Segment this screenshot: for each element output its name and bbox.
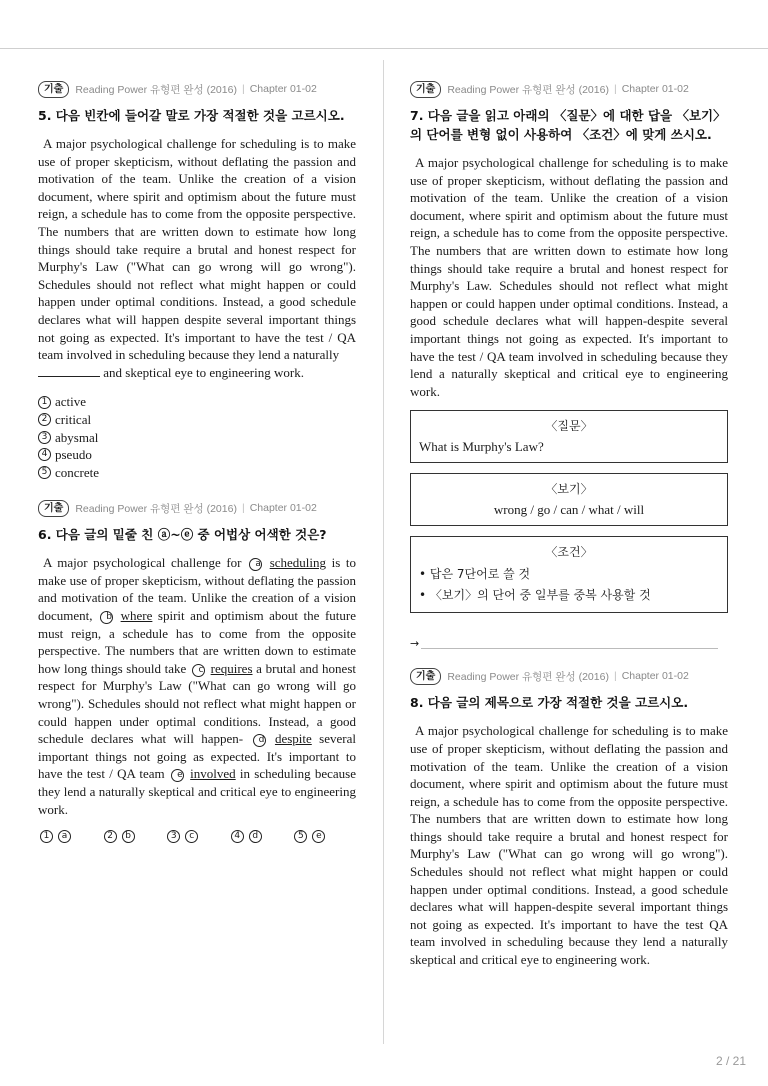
option-mark: b <box>122 830 135 843</box>
source-badge: 기출 <box>410 81 441 98</box>
bullet: • <box>419 588 427 603</box>
option-text: concrete <box>55 464 100 480</box>
question-7 <box>410 80 728 649</box>
source-line <box>38 80 356 98</box>
question-title: 5. 다음 빈칸에 들어갈 말로 가장 적절한 것을 고르시오. <box>38 108 345 123</box>
option-number: 3 <box>38 431 51 444</box>
answer-blank <box>38 364 100 377</box>
source-badge: 기출 <box>38 500 69 517</box>
question-5 <box>38 80 356 481</box>
underlined-word-d: despite <box>274 731 312 747</box>
option-number: 1 <box>40 830 53 843</box>
question-box <box>410 410 728 463</box>
source-book: Reading Power 유형편 완성 (2016) <box>447 83 609 96</box>
option-number: 5 <box>294 830 307 843</box>
option-number: 1 <box>38 396 51 409</box>
source-chapter: Chapter 01-02 <box>621 83 689 95</box>
option-mark: e <box>312 830 325 843</box>
source-separator: | <box>613 83 617 95</box>
source-book: Reading Power 유형편 완성 (2016) <box>75 83 237 96</box>
underlined-word-b: where <box>120 608 153 624</box>
passage <box>38 135 356 381</box>
option-text: active <box>55 394 87 410</box>
bogi-box <box>410 473 728 526</box>
question-box-text: What is Murphy's Law? <box>419 439 544 455</box>
source-book: Reading Power 유형편 완성 (2016) <box>75 502 237 515</box>
option-text: critical <box>55 411 92 427</box>
option-number: 4 <box>231 830 244 843</box>
underlined-word-e: involved <box>190 766 236 782</box>
source-badge: 기출 <box>410 668 441 685</box>
option-3[interactable] <box>165 830 229 843</box>
condition-item-2 <box>419 585 719 606</box>
question-title: 8. 다음 글의 제목으로 가장 적절한 것을 고르시오. <box>410 695 689 711</box>
question-title: 6. 다음 글의 밑줄 친 ⓐ~ⓔ 중 어법상 어색한 것은? <box>38 527 327 543</box>
source-separator: | <box>241 502 245 515</box>
option-1[interactable] <box>38 830 102 843</box>
passage-segment: spirit and optimism about the future must reign, a schedule has to come from the opposite perspective. The numbers that are written down to estimate how long things should take <box>38 608 357 676</box>
column-divider <box>383 60 384 1044</box>
option-mark: d <box>249 830 262 843</box>
source-line <box>38 499 356 517</box>
passage-segment: in scheduling because they lend a naturally skeptical and critical eye to engineering work. <box>38 766 356 817</box>
passage-segment: is to make use of proper skepticism, without deflating the passion and motivation of the team. Unlike the creation of a vision document, <box>38 555 356 624</box>
marker-e: e <box>171 769 184 782</box>
bullet: • <box>419 567 427 582</box>
condition-box <box>410 536 728 613</box>
option-3[interactable] <box>38 429 356 447</box>
option-text: pseudo <box>55 447 92 463</box>
condition-box-title: 〈조건〉 <box>545 545 593 560</box>
option-number: 2 <box>104 830 117 843</box>
passage-segment: several important things not going as expected. It's important to have the test / QA team <box>38 731 356 782</box>
source-badge: 기출 <box>38 81 69 98</box>
source-chapter: Chapter 01-02 <box>621 670 689 683</box>
condition-text: 답은 7단어로 쓸 것 <box>429 567 531 582</box>
option-mark: c <box>185 830 198 843</box>
bogi-box-words: wrong / go / can / what / will <box>493 502 645 518</box>
answer-options <box>38 393 356 481</box>
marker-b: b <box>100 611 113 624</box>
question-title: 7. 다음 글을 읽고 아래의 〈질문〉에 대한 답을 〈보기〉의 단어를 변형 없이 사용하여 〈조건〉에 맞게 쓰시오. <box>410 108 726 142</box>
source-separator: | <box>241 83 245 95</box>
source-chapter: Chapter 01-02 <box>249 502 317 515</box>
answer-underline <box>421 647 718 649</box>
left-column <box>38 80 356 861</box>
option-text: abysmal <box>55 429 99 445</box>
marker-d: d <box>253 734 266 747</box>
condition-item-1 <box>419 564 719 585</box>
question-6 <box>38 499 356 843</box>
top-rule <box>0 48 768 49</box>
bogi-box-title: 〈보기〉 <box>545 482 593 497</box>
option-number: 3 <box>167 830 180 843</box>
option-mark: a <box>58 830 71 843</box>
marker-c: c <box>192 664 205 677</box>
underlined-word-c: requires <box>210 660 253 676</box>
source-chapter: Chapter 01-02 <box>249 83 317 95</box>
source-line <box>410 667 728 685</box>
source-book: Reading Power 유형편 완성 (2016) <box>447 670 609 683</box>
arrow-icon: → <box>410 637 420 651</box>
condition-text: 〈보기〉의 단어 중 일부를 중복 사용할 것 <box>429 588 651 603</box>
option-number: 5 <box>38 466 51 479</box>
source-line <box>410 80 728 98</box>
option-number: 2 <box>38 413 51 426</box>
option-number: 4 <box>38 448 51 461</box>
option-4[interactable] <box>38 446 356 464</box>
passage: A major psychological challenge for scheduling is to make use of proper skepticism, without deflating the passion and motivation of the team. Unlike the creation of a vision document, where spirit and optimism about the future must reign, a schedule has to come from the opposite perspective. The numbers that are written down to estimate how long things should take require a brutal and honest respect for Murphy's Law ("What can go wrong will go wrong"). Schedules should not reflect what might happen or could happen under optimal conditions. Instead, a good schedule declares what will happen-despite several important things not going as expected. It's important to have the test QA team involved in scheduling because they lend a naturally skeptical and critical eye to engineering work. <box>410 723 728 968</box>
option-5[interactable] <box>38 464 356 482</box>
passage-main: A major psychological challenge for scheduling is to make use of proper skepticism, without deflating the passion and motivation of the team. Unlike the creation of a vision document, where spirit and optimism about the future must reign, a schedule has to come from the opposite perspective. The numbers that are written down to estimate how long things should take require a brutal and honest respect for Murphy's Law ("What can go wrong will go wrong"). Schedules should not reflect what might happen or could happen under optimal conditions. Instead, a good schedule declares what will happen despite several important things not going as expected. It's important to have the test / QA team involved in scheduling because they lend a naturally <box>38 136 356 363</box>
answer-options <box>38 830 356 843</box>
option-4[interactable] <box>229 830 293 843</box>
passage-segment: A major psychological challenge for <box>43 555 248 571</box>
option-2[interactable] <box>38 411 356 429</box>
option-5[interactable] <box>292 830 356 843</box>
source-separator: | <box>613 670 617 683</box>
question-box-title: 〈질문〉 <box>545 419 593 434</box>
passage: A major psychological challenge for scheduling is to make use of proper skepticism, without deflating the passion and motivation of the team. Unlike the creation of a vision document, where spirit and optimism about the future must reign, a schedule has to come from the opposite perspective. The numbers that are written down to estimate how long things should take require a brutal and honest respect for Murphy's Law. Schedules should not reflect what might happen or could happen under optimal conditions. Instead, a good schedule declares what will happen-despite several important things not going as expected. It's important to have the test / QA team involved in scheduling because they lend a naturally skeptical and critical eye to engineering work. <box>410 155 728 399</box>
underlined-word-a: scheduling <box>269 555 327 571</box>
passage-segment: a brutal and honest respect for Murphy's Law ("What can go wrong will go wrong"). Schedules should not reflect what might happen or could happen under optimal conditions. Instead, a good schedule declares what will happen- <box>38 660 357 747</box>
passage-end: and skeptical eye to engineering work. <box>100 364 304 380</box>
passage <box>38 554 356 818</box>
right-column <box>410 80 728 987</box>
marker-a: a <box>249 558 262 571</box>
option-1[interactable] <box>38 393 356 411</box>
option-2[interactable] <box>102 830 166 843</box>
question-8 <box>410 667 728 968</box>
page-number: 2 / 21 <box>715 1054 746 1068</box>
answer-line[interactable] <box>410 635 728 649</box>
